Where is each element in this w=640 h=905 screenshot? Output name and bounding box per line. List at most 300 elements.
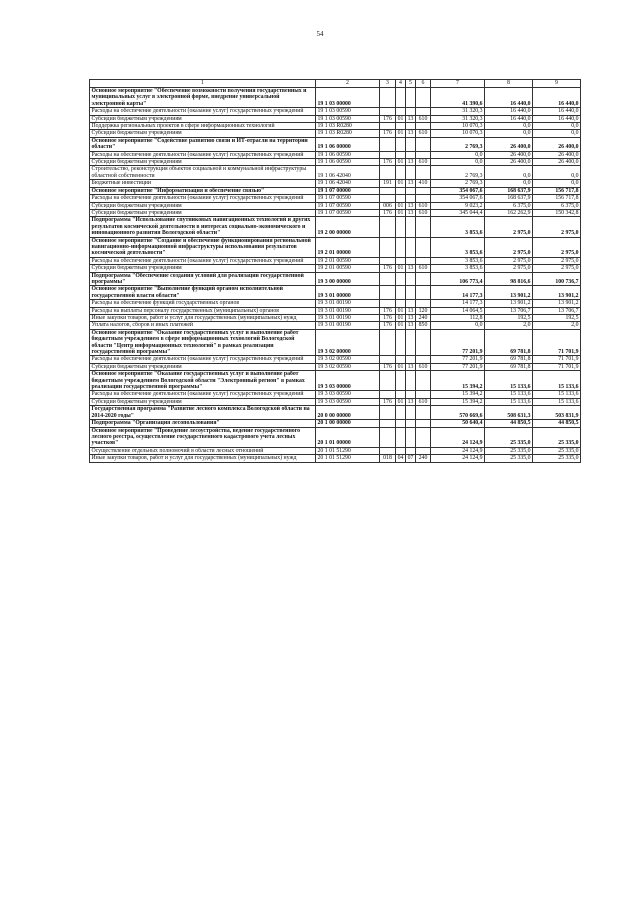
row-pr-cell	[406, 151, 416, 158]
row-amount-2021-cell: 150 342,8	[533, 209, 581, 216]
row-grbs-cell: 176	[380, 398, 396, 405]
row-grbs-cell	[380, 406, 396, 420]
table-row	[90, 329, 581, 356]
row-pr-cell: 07	[406, 455, 416, 462]
row-pr-cell	[406, 187, 416, 194]
row-name-cell: Осуществление отдельных полномочий в области лесных отношений	[90, 447, 316, 454]
row-code-cell: 20 0 00 00000	[316, 406, 380, 420]
row-vr-cell	[416, 123, 431, 130]
row-rz-cell: 01	[396, 315, 406, 322]
row-amount-2020-cell: 98 816,6	[485, 272, 533, 286]
row-name-cell: Субсидии бюджетным учреждениям	[90, 130, 316, 137]
row-amount-2019-cell: 77 201,9	[431, 356, 485, 363]
row-amount-2019-cell: 9 023,2	[431, 202, 485, 209]
row-pr-cell: 13	[406, 130, 416, 137]
row-grbs-cell	[380, 187, 396, 194]
row-amount-2019-cell: 15 394,2	[431, 398, 485, 405]
row-amount-2019-cell: 15 394,2	[431, 371, 485, 391]
row-code-cell: 20 1 01 00000	[316, 427, 380, 447]
row-amount-2020-cell: 16 440,0	[485, 88, 533, 108]
row-rz-cell	[396, 447, 406, 454]
row-amount-2019-cell: 3 853,6	[431, 265, 485, 272]
row-pr-cell: 13	[406, 315, 416, 322]
row-pr-cell	[406, 371, 416, 391]
row-grbs-cell: 176	[380, 307, 396, 314]
row-amount-2021-cell: 0,0	[533, 180, 581, 187]
row-grbs-cell: 176	[380, 265, 396, 272]
row-grbs-cell: 176	[380, 209, 396, 216]
row-name-cell: Субсидии бюджетным учреждениям	[90, 363, 316, 370]
header-cell: 6	[416, 80, 431, 88]
row-rz-cell	[396, 217, 406, 237]
row-pr-cell: 13	[406, 115, 416, 122]
row-pr-cell	[406, 88, 416, 108]
row-name-cell: Субсидии бюджетным учреждениям	[90, 398, 316, 405]
row-vr-cell: 240	[416, 455, 431, 462]
row-name-cell: Подпрограмма "Организация лесопользования"	[90, 420, 316, 427]
row-vr-cell	[416, 137, 431, 151]
row-pr-cell	[406, 420, 416, 427]
row-amount-2019-cell: 3 853,6	[431, 217, 485, 237]
row-amount-2019-cell: 14 177,3	[431, 300, 485, 307]
row-pr-cell	[406, 257, 416, 264]
row-code-cell: 20 1 01 51290	[316, 455, 380, 462]
row-pr-cell	[406, 391, 416, 398]
row-name-cell: Расходы на выплаты персоналу государственных (муниципальных) органов	[90, 307, 316, 314]
row-grbs-cell: 176	[380, 315, 396, 322]
row-vr-cell: 120	[416, 307, 431, 314]
row-name-cell: Основное мероприятие "Проведение лесоустройства, ведение государственного лесного реестра, осуществление государственного кадастрового учета лесных участков"	[90, 427, 316, 447]
row-pr-cell	[406, 237, 416, 257]
row-rz-cell: 01	[396, 130, 406, 137]
row-amount-2021-cell: 6 375,0	[533, 202, 581, 209]
row-code-cell: 19 1 03 00590	[316, 115, 380, 122]
header-cell: 4	[396, 80, 406, 88]
table-row	[90, 88, 581, 108]
row-amount-2019-cell: 354 067,6	[431, 195, 485, 202]
header-cell: 5	[406, 80, 416, 88]
row-vr-cell: 850	[416, 322, 431, 329]
row-vr-cell: 610	[416, 202, 431, 209]
row-rz-cell: 01	[396, 115, 406, 122]
row-amount-2021-cell: 26 400,0	[533, 159, 581, 166]
row-rz-cell	[396, 356, 406, 363]
row-rz-cell: 01	[396, 265, 406, 272]
row-vr-cell	[416, 88, 431, 108]
row-grbs-cell: 176	[380, 130, 396, 137]
row-code-cell: 19 1 07 00000	[316, 187, 380, 194]
row-amount-2020-cell: 69 781,8	[485, 329, 533, 356]
row-pr-cell: 13	[406, 209, 416, 216]
row-pr-cell	[406, 137, 416, 151]
row-grbs-cell: 176	[380, 322, 396, 329]
row-grbs-cell	[380, 391, 396, 398]
table-row	[90, 195, 581, 202]
row-pr-cell	[406, 356, 416, 363]
table-row	[90, 447, 581, 454]
row-vr-cell	[416, 217, 431, 237]
table-row	[90, 300, 581, 307]
row-amount-2019-cell: 345 044,4	[431, 209, 485, 216]
row-rz-cell	[396, 257, 406, 264]
row-rz-cell	[396, 391, 406, 398]
row-code-cell: 19 2 01 00590	[316, 265, 380, 272]
row-amount-2020-cell: 69 781,8	[485, 363, 533, 370]
row-vr-cell	[416, 286, 431, 300]
row-amount-2020-cell: 16 440,0	[485, 108, 533, 115]
row-rz-cell	[396, 123, 406, 130]
row-pr-cell: 13	[406, 307, 416, 314]
row-vr-cell: 610	[416, 209, 431, 216]
row-amount-2020-cell: 0,0	[485, 130, 533, 137]
row-code-cell: 19 1 03 00000	[316, 88, 380, 108]
row-rz-cell: 01	[396, 180, 406, 187]
row-rz-cell: 01	[396, 398, 406, 405]
row-amount-2021-cell: 25 335,0	[533, 447, 581, 454]
row-pr-cell: 13	[406, 159, 416, 166]
row-name-cell: Расходы на обеспечение деятельности (оказание услуг) государственных учреждений	[90, 356, 316, 363]
row-code-cell: 19 2 01 00000	[316, 237, 380, 257]
row-name-cell: Расходы на обеспечение деятельности (оказание услуг) государственных учреждений	[90, 391, 316, 398]
row-vr-cell: 240	[416, 315, 431, 322]
row-vr-cell	[416, 406, 431, 420]
row-grbs-cell	[380, 137, 396, 151]
row-rz-cell	[396, 272, 406, 286]
row-code-cell: 19 2 01 00590	[316, 257, 380, 264]
row-code-cell: 19 1 07 00590	[316, 209, 380, 216]
row-rz-cell: 01	[396, 159, 406, 166]
table-row	[90, 420, 581, 427]
row-pr-cell	[406, 123, 416, 130]
row-code-cell: 19 2 00 00000	[316, 217, 380, 237]
row-code-cell: 19 1 07 00590	[316, 195, 380, 202]
row-amount-2020-cell: 15 133,6	[485, 371, 533, 391]
row-amount-2021-cell: 156 717,8	[533, 195, 581, 202]
row-pr-cell	[406, 286, 416, 300]
table-row	[90, 115, 581, 122]
row-code-cell: 19 3 01 00190	[316, 315, 380, 322]
row-amount-2020-cell: 26 400,0	[485, 151, 533, 158]
row-grbs-cell	[380, 166, 396, 180]
row-code-cell: 19 3 01 00190	[316, 307, 380, 314]
row-amount-2021-cell: 0,0	[533, 166, 581, 180]
row-amount-2020-cell: 16 440,0	[485, 115, 533, 122]
row-code-cell: 19 3 01 00000	[316, 286, 380, 300]
row-vr-cell: 610	[416, 115, 431, 122]
table-row	[90, 166, 581, 180]
row-grbs-cell: 006	[380, 202, 396, 209]
row-pr-cell: 13	[406, 202, 416, 209]
table-row	[90, 159, 581, 166]
row-amount-2021-cell: 2 975,0	[533, 217, 581, 237]
row-amount-2021-cell: 71 701,9	[533, 363, 581, 370]
row-amount-2019-cell: 106 773,4	[431, 272, 485, 286]
row-amount-2019-cell: 31 320,3	[431, 115, 485, 122]
row-amount-2021-cell: 192,5	[533, 315, 581, 322]
row-amount-2020-cell: 6 375,0	[485, 202, 533, 209]
row-rz-cell: 01	[396, 209, 406, 216]
table-row	[90, 286, 581, 300]
row-code-cell: 19 1 07 00590	[316, 202, 380, 209]
row-amount-2019-cell: 0,0	[431, 151, 485, 158]
budget-table-body	[90, 80, 581, 463]
row-vr-cell	[416, 300, 431, 307]
row-amount-2021-cell: 156 717,8	[533, 187, 581, 194]
row-amount-2020-cell: 0,0	[485, 180, 533, 187]
row-amount-2019-cell: 77 201,9	[431, 329, 485, 356]
row-amount-2021-cell: 25 335,0	[533, 427, 581, 447]
row-amount-2019-cell: 10 070,3	[431, 123, 485, 130]
row-amount-2019-cell: 77 201,9	[431, 363, 485, 370]
row-code-cell: 19 3 03 00590	[316, 398, 380, 405]
row-pr-cell	[406, 272, 416, 286]
row-name-cell: Основное мероприятие "Выполнение функций органом исполнительной государственной власти области"	[90, 286, 316, 300]
row-amount-2019-cell: 31 320,3	[431, 108, 485, 115]
row-amount-2021-cell: 13 901,2	[533, 300, 581, 307]
row-pr-cell	[406, 195, 416, 202]
table-row	[90, 356, 581, 363]
row-grbs-cell	[380, 257, 396, 264]
row-amount-2020-cell: 15 133,6	[485, 398, 533, 405]
row-vr-cell	[416, 391, 431, 398]
row-amount-2021-cell: 100 736,7	[533, 272, 581, 286]
row-name-cell: Субсидии бюджетным учреждениям	[90, 265, 316, 272]
table-row	[90, 123, 581, 130]
table-row	[90, 427, 581, 447]
row-name-cell: Уплата налогов, сборов и иных платежей	[90, 322, 316, 329]
row-vr-cell	[416, 420, 431, 427]
row-amount-2019-cell: 24 124,9	[431, 427, 485, 447]
row-grbs-cell: 018	[380, 455, 396, 462]
row-name-cell: Поддержка региональных проектов в сфере информационных технологий	[90, 123, 316, 130]
row-grbs-cell	[380, 329, 396, 356]
row-amount-2021-cell: 0,0	[533, 130, 581, 137]
table-row	[90, 108, 581, 115]
row-code-cell: 19 3 00 00000	[316, 272, 380, 286]
row-rz-cell	[396, 166, 406, 180]
row-vr-cell: 610	[416, 363, 431, 370]
row-name-cell: Субсидии бюджетным учреждениям	[90, 159, 316, 166]
row-rz-cell: 01	[396, 202, 406, 209]
row-name-cell: Иные закупки товаров, работ и услуг для государственных (муниципальных) нужд	[90, 315, 316, 322]
row-vr-cell	[416, 237, 431, 257]
row-pr-cell	[406, 427, 416, 447]
row-amount-2021-cell: 2 975,0	[533, 265, 581, 272]
row-rz-cell: 01	[396, 307, 406, 314]
row-code-cell: 19 1 03 R0280	[316, 130, 380, 137]
row-amount-2019-cell: 2 769,3	[431, 137, 485, 151]
table-row	[90, 209, 581, 216]
table-row	[90, 391, 581, 398]
row-amount-2021-cell: 16 440,0	[533, 88, 581, 108]
row-name-cell: Подпрограмма "Использование спутниковых навигационных технологий и других результатов космической деятельности в интересах социально-экономического и инновационного развития Вологодской области"	[90, 217, 316, 237]
row-code-cell: 19 1 06 42040	[316, 166, 380, 180]
row-rz-cell	[396, 108, 406, 115]
table-row	[90, 180, 581, 187]
row-pr-cell: 13	[406, 265, 416, 272]
row-amount-2020-cell: 0,0	[485, 166, 533, 180]
row-rz-cell: 04	[396, 455, 406, 462]
table-row	[90, 202, 581, 209]
row-amount-2019-cell: 14 064,5	[431, 307, 485, 314]
row-name-cell: Государственная программа "Развитие лесного комплекса Вологодской области на 2014-2020 годы"	[90, 406, 316, 420]
row-vr-cell	[416, 272, 431, 286]
row-name-cell: Расходы на обеспечение деятельности (оказание услуг) государственных учреждений	[90, 195, 316, 202]
row-amount-2020-cell: 25 335,0	[485, 427, 533, 447]
row-name-cell: Расходы на обеспечение функций государственных органов	[90, 300, 316, 307]
row-grbs-cell	[380, 123, 396, 130]
row-code-cell: 20 1 01 51290	[316, 447, 380, 454]
row-code-cell: 19 1 06 00000	[316, 137, 380, 151]
row-amount-2019-cell: 570 669,6	[431, 406, 485, 420]
row-pr-cell	[406, 406, 416, 420]
row-amount-2020-cell: 0,0	[485, 123, 533, 130]
row-name-cell: Субсидии бюджетным учреждениям	[90, 202, 316, 209]
row-pr-cell	[406, 166, 416, 180]
row-vr-cell	[416, 257, 431, 264]
row-rz-cell	[396, 406, 406, 420]
row-amount-2020-cell: 26 400,0	[485, 159, 533, 166]
table-row	[90, 217, 581, 237]
table-row	[90, 322, 581, 329]
row-code-cell: 19 3 02 00590	[316, 363, 380, 370]
row-code-cell: 20 1 00 00000	[316, 420, 380, 427]
row-amount-2021-cell: 71 701,9	[533, 356, 581, 363]
row-code-cell: 19 3 03 00590	[316, 391, 380, 398]
table-row	[90, 272, 581, 286]
row-amount-2021-cell: 2 975,0	[533, 237, 581, 257]
row-amount-2020-cell: 13 901,2	[485, 286, 533, 300]
row-amount-2020-cell: 44 850,5	[485, 420, 533, 427]
header-cell: 7	[431, 80, 485, 88]
row-grbs-cell	[380, 195, 396, 202]
row-grbs-cell: 176	[380, 115, 396, 122]
row-vr-cell	[416, 427, 431, 447]
row-amount-2021-cell: 15 133,6	[533, 371, 581, 391]
row-amount-2019-cell: 24 124,9	[431, 447, 485, 454]
row-vr-cell: 610	[416, 265, 431, 272]
row-grbs-cell	[380, 237, 396, 257]
row-rz-cell: 01	[396, 363, 406, 370]
row-amount-2021-cell: 44 850,5	[533, 420, 581, 427]
row-name-cell: Расходы на обеспечение деятельности (оказание услуг) государственных учреждений	[90, 257, 316, 264]
row-rz-cell	[396, 195, 406, 202]
row-grbs-cell	[380, 427, 396, 447]
row-amount-2019-cell: 0,0	[431, 159, 485, 166]
row-vr-cell: 610	[416, 159, 431, 166]
row-rz-cell	[396, 187, 406, 194]
row-grbs-cell	[380, 447, 396, 454]
table-row	[90, 237, 581, 257]
row-code-cell: 19 3 03 00000	[316, 371, 380, 391]
row-vr-cell	[416, 151, 431, 158]
row-pr-cell: 13	[406, 180, 416, 187]
row-amount-2021-cell: 15 133,6	[533, 391, 581, 398]
table-row	[90, 130, 581, 137]
row-amount-2019-cell: 24 124,9	[431, 455, 485, 462]
row-amount-2019-cell: 2 769,3	[431, 180, 485, 187]
row-vr-cell	[416, 187, 431, 194]
row-code-cell: 19 1 03 R0280	[316, 123, 380, 130]
row-code-cell: 19 1 06 00590	[316, 151, 380, 158]
row-vr-cell	[416, 166, 431, 180]
row-name-cell: Основное мероприятие "Создание и обеспечение функционирования региональной навигационно-информационной инфраструктуры использования результатов космической деятельности"	[90, 237, 316, 257]
row-amount-2021-cell: 2 975,0	[533, 257, 581, 264]
row-code-cell: 19 3 01 00190	[316, 300, 380, 307]
row-rz-cell	[396, 427, 406, 447]
header-cell: 2	[316, 80, 380, 88]
table-row	[90, 455, 581, 462]
header-cell: 8	[485, 80, 533, 88]
row-rz-cell	[396, 237, 406, 257]
row-amount-2020-cell: 25 335,0	[485, 447, 533, 454]
row-grbs-cell	[380, 88, 396, 108]
row-name-cell: Основное мероприятие "Обеспечение возможности получения государственных и муниципальных услуг в электронной форме, внедрение универсальной электронной карты"	[90, 88, 316, 108]
row-rz-cell	[396, 300, 406, 307]
row-amount-2020-cell: 69 781,8	[485, 356, 533, 363]
row-amount-2020-cell: 162 262,9	[485, 209, 533, 216]
row-amount-2019-cell: 2 769,3	[431, 166, 485, 180]
row-amount-2021-cell: 15 133,6	[533, 398, 581, 405]
row-amount-2020-cell: 2,0	[485, 322, 533, 329]
row-grbs-cell	[380, 272, 396, 286]
row-amount-2021-cell: 26 400,0	[533, 137, 581, 151]
row-rz-cell: 01	[396, 322, 406, 329]
table-row	[90, 406, 581, 420]
row-amount-2020-cell: 2 975,0	[485, 237, 533, 257]
table-row	[90, 398, 581, 405]
row-grbs-cell	[380, 356, 396, 363]
row-vr-cell	[416, 108, 431, 115]
row-amount-2019-cell: 10 070,3	[431, 130, 485, 137]
row-amount-2021-cell: 16 440,0	[533, 115, 581, 122]
row-name-cell: Основное мероприятие "Содействие развитию связи и ИТ-отрасли на территории области"	[90, 137, 316, 151]
row-amount-2019-cell: 15 394,2	[431, 391, 485, 398]
row-grbs-cell	[380, 151, 396, 158]
table-row	[90, 307, 581, 314]
row-rz-cell	[396, 137, 406, 151]
row-amount-2019-cell: 0,0	[431, 322, 485, 329]
header-cell: 9	[533, 80, 581, 88]
row-pr-cell	[406, 329, 416, 356]
row-amount-2020-cell: 13 706,7	[485, 307, 533, 314]
row-vr-cell	[416, 195, 431, 202]
row-grbs-cell: 191	[380, 180, 396, 187]
row-vr-cell: 610	[416, 398, 431, 405]
row-amount-2019-cell: 50 640,4	[431, 420, 485, 427]
row-amount-2020-cell: 2 975,0	[485, 217, 533, 237]
row-grbs-cell: 176	[380, 159, 396, 166]
row-amount-2020-cell: 2 975,0	[485, 265, 533, 272]
row-name-cell: Расходы на обеспечение деятельности (оказание услуг) государственных учреждений	[90, 151, 316, 158]
row-vr-cell	[416, 329, 431, 356]
table-row	[90, 137, 581, 151]
row-name-cell: Бюджетные инвестиции	[90, 180, 316, 187]
row-amount-2019-cell: 112,8	[431, 315, 485, 322]
row-amount-2020-cell: 168 637,9	[485, 187, 533, 194]
row-grbs-cell	[380, 286, 396, 300]
row-grbs-cell	[380, 420, 396, 427]
row-pr-cell	[406, 217, 416, 237]
table-row	[90, 257, 581, 264]
row-amount-2021-cell: 13 706,7	[533, 307, 581, 314]
row-amount-2020-cell: 15 133,6	[485, 391, 533, 398]
table-header-row	[90, 80, 581, 88]
row-grbs-cell	[380, 300, 396, 307]
row-pr-cell: 13	[406, 363, 416, 370]
table-row	[90, 187, 581, 194]
row-code-cell: 19 3 01 00190	[316, 322, 380, 329]
